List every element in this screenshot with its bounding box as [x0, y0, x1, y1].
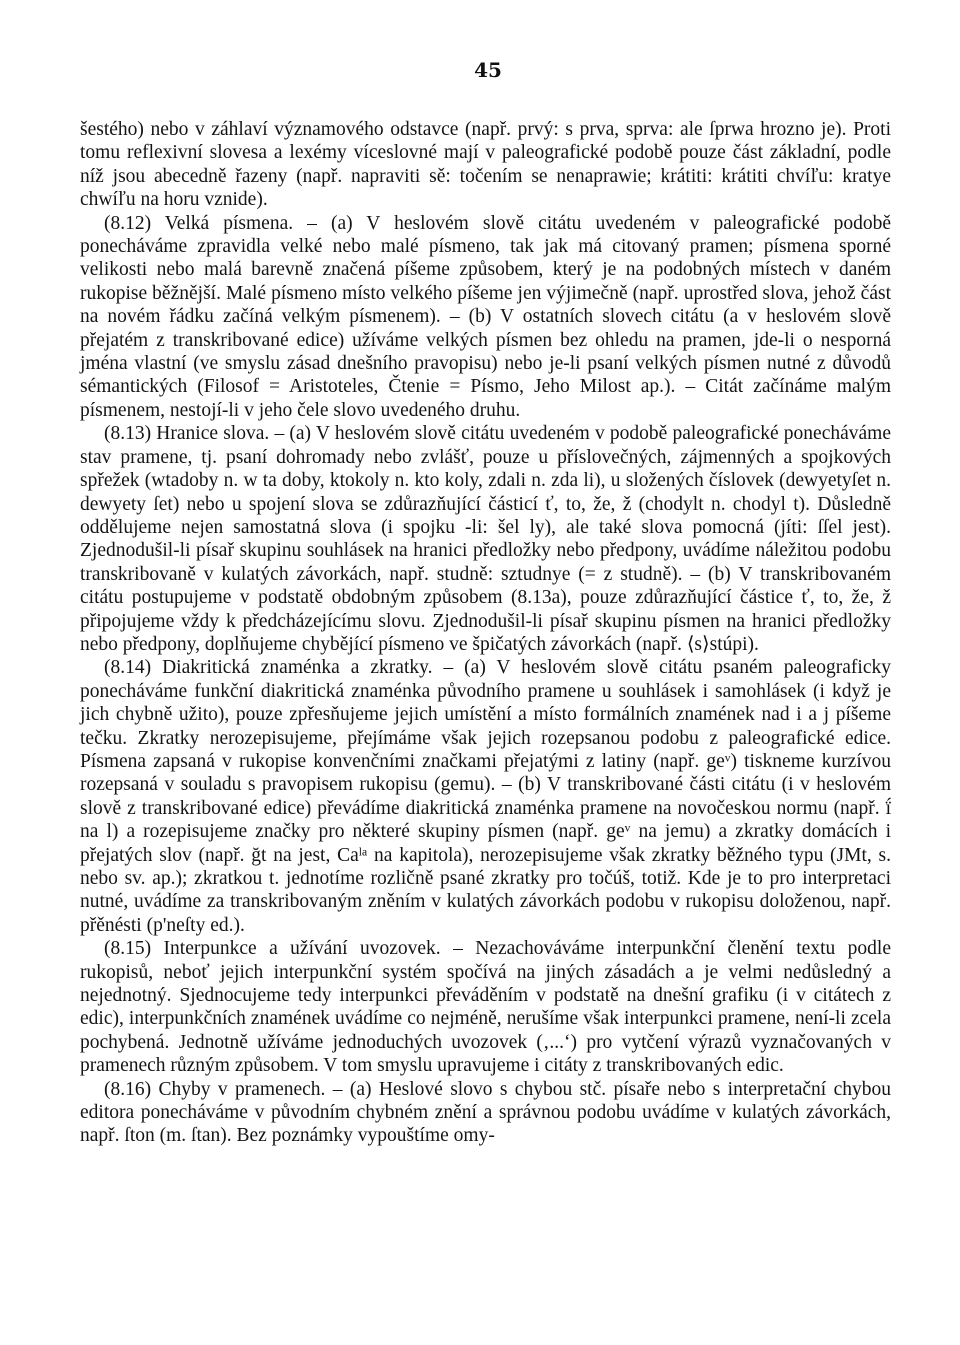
- paragraph-8-13: (8.13) Hranice slova. – (a) V heslovém slově citátu uvedeném v podobě paleografické ponecháváme stav pramene, tj. psaní dohromady nebo zvlášť, pouze u příslovečných, zájmenných a spojkových spřežek (wtadoby n. w ta doby, ktokoly n. kto koly, zdali n. zda li), u složených číslovek (dewyetyſet n. dewyety ſet) nebo u spojení slova se zdůrazňující částicí ť, to, že, ž (chodylt n. chodyl t). Důsledně oddělujeme nejen samostatná slova (i spojku -li: šel ly), ale také slova pomocná (jíti: ſſel jest). Zjednodušil-li písař skupinu souhlásek na hranici předložky nebo předpony, uvádíme náležitou podobu transkribovaně v kulatých závorkách, např. studně: sztudnye (= z studně). – (b) V transkribovaném citátu postupujeme v podstatě obdobným způsobem (8.13a), pouze zdůrazňující částice ť, to, že, ž připojujeme vždy k předcházejícímu slovu. Zjednodušil-li písař skupinu písmen na hranici předložky nebo předpony, doplňujeme chybějící písmeno ve špičatých závorkách (např. ⟨s⟩stúpi).: [80, 423, 891, 655]
- body-text: [80, 118, 891, 1148]
- paragraph: šestého) nebo v záhlaví významového odstavce (např. prvý: s prva, sprva: ale ſprwa hrozno je). Proti tomu reflexivní slovesa a lexémy víceslovné mají v paleografické podobě pouze část základní, podle níž jsou abecedně řazeny (např. napraviti sě: točením se nenaprawie; krátiti: krátiti chvíľu: kratye chwíľu na horu vznide).: [80, 119, 891, 211]
- paragraph-8-15: (8.15) Interpunkce a užívání uvozovek. – Nezachováváme interpunkční členění textu podle rukopisů, neboť jejich interpunkční systém spočívá na jiných zásadách a je velmi nedůsledný a nejednotný. Sjednocujeme tedy interpunkci převáděním v podstatě na dnešní grafiku (i v citátech z edic), interpunkčních znamének uvádíme co nejméně, nerušíme však interpunkci pramene, není-li zcela pochybená. Jednotně užíváme jednoduchých uvozovek (‚...‘) pro vytčení výrazů vyznačovaných v pramenech různým způsobem. V tom smyslu upravujeme i citáty z transkribovaných edic.: [80, 938, 891, 1077]
- page-number: 45: [474, 58, 502, 82]
- paragraph-8-12: (8.12) Velká písmena. – (a) V heslovém slově citátu uvedeném v paleografické podobě ponecháváme zpravidla velké nebo malé písmeno, tak jak má citovaný pramen; písmena sporné velikosti nebo malá barevně značená píšeme způsobem, který je na podobných místech v daném rukopise běžnější. Malé písmeno místo velkého píšeme jen výjimečně (např. uprostřed slova, jehož část na novém řádku začíná velkým písmenem). – (b) V ostatních slovech citátu (a v heslovém slově přejatém z transkribované edice) užíváme velkých písmen bez ohledu na pramen, jde-li o nesporná jména vlastní (ve smyslu zásad dnešního pravopisu) nebo je-li psaní velkých písmen nutné z důvodů sémantických (Filosof = Aristoteles, Čtenie = Písmo, Jeho Milost ap.). – Citát začínáme malým písmenem, nestojí-li v jeho čele slovo uvedeného druhu.: [80, 212, 891, 421]
- paragraph-8-14: (8.14) Diakritická znaménka a zkratky. – (a) V heslovém slově citátu psaném paleograficky ponecháváme funkční diakritická znaménka původního pramene u souhlásek i samohlásek (i když je jich chybně užito), pouze zpřesňujeme jejich umístění a místo formálních znamének nad i a j píšeme tečku. Zkratky nerozepisujeme, přejímáme však jejich rozepsanou podobu z paleografické edice. Písmena zapsaná v rukopise konvenčními značkami přejatými z latiny (např. geᵛ) tiskneme kurzívou rozepsaná v souladu s pravopisem rukopisu (gemu). – (b) V transkribované části citátu (i v heslovém slově z transkribované edice) převádíme diakritická znaménka pramene na novočeskou normu (např. ḯ na l) a rozepisujeme značky pro některé skupiny písmen (např. geᵛ na jemu) a zkratky domácích i přejatých slov (např. ğt na jest, Caˡᵃ na kapitola), nerozepisujeme však zkratky běžného typu (JMt, s. nebo sv. ap.); zkratkou t. jednotíme rozličně psané zkratky pro točúš, totiž. Kde je to pro interpretaci nutné, uvádíme za transkribovaným zněním v kulatých závorkách podobu v rukopisu doloženou, např. přěnésti (p'neſty ed.).: [80, 657, 891, 936]
- paragraph-8-16: (8.16) Chyby v pramenech. – (a) Heslové slovo s chybou stč. písaře nebo s interpretační chybou editora ponecháváme v původním chybném znění a správnou podobu uvádíme v kulatých závorkách, např. ſton (m. ſtan). Bez poznámky vypouštíme omy-: [80, 1078, 891, 1147]
